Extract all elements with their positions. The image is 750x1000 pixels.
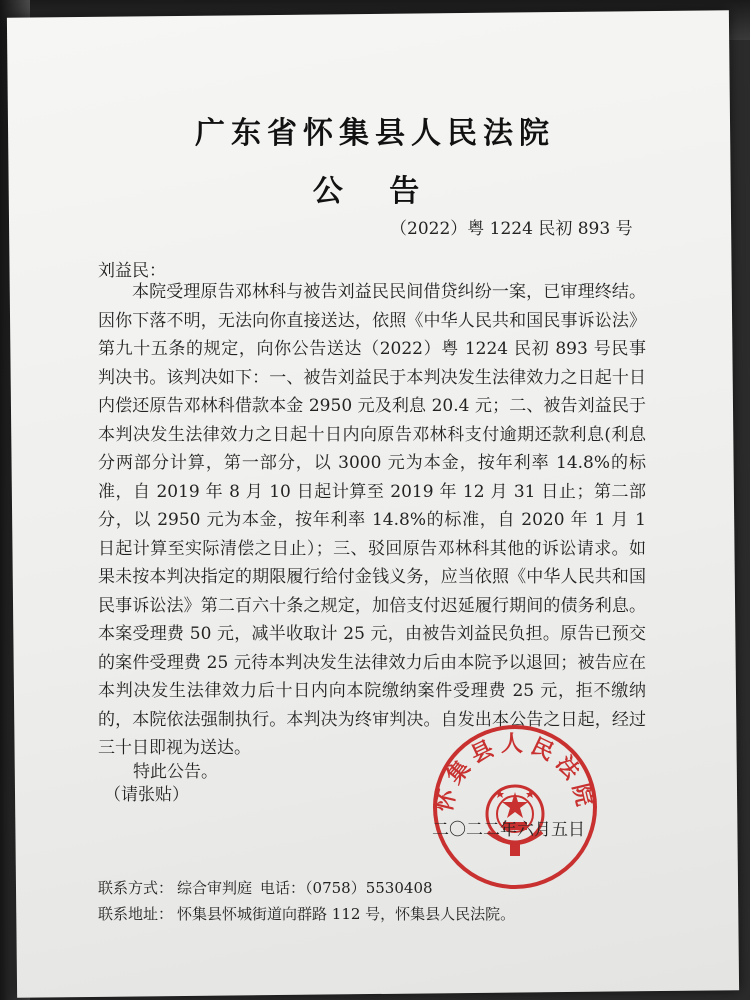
contact-method-label: 联系方式： [98, 879, 174, 897]
addressee: 刘益民： [98, 261, 166, 281]
address-value: 怀集县怀城街道向群路 112 号，怀集县人民法院。 [177, 905, 516, 923]
posting-note: （请张贴） [104, 785, 189, 805]
court-title: 广东省怀集县人民法院 [195, 116, 555, 151]
seal-text: 怀集县人民法院 [431, 731, 599, 815]
contact-method-row [98, 877, 433, 898]
closing-line: 特此公告。 [133, 762, 218, 782]
address-label: 联系地址： [98, 905, 174, 923]
contact-address-row [98, 903, 515, 924]
court-seal-stamp [430, 722, 600, 892]
notice-date: 二〇二二年六月五日 [432, 820, 585, 840]
contact-method-value: 综合审判庭 [177, 879, 253, 897]
notice-heading: 公 告 [312, 174, 438, 209]
phone-value: （0758）5530408 [305, 879, 433, 897]
case-number: （2022）粤 1224 民初 893 号 [390, 219, 633, 239]
notice-body: 本院受理原告邓林科与被告刘益民民间借贷纠纷一案，已审理终结。因你下落不明，无法向你直接送达，依照《中华人民共和国民事诉讼法》第九十五条的规定，向你公告送达（2022）粤 1224 民初 893 号民事判决书。该判决如下：一、被告刘益民于本判决发生法律效力之日起十日内偿还原告邓林科借款本金 2950 元及利息 20.4 元；二、被告刘益民于本判决发生法律效力之日起十日内向原告邓林科支付逾期还款利息(利息分两部分计算，第一部分，以 3000 元为本金，按年利率 14.8%的标准，自 2019 年 8 月 10 日起计算至 2019 年 12 月 31 日止；第二部分，以 2950 元为本金，按年利率 14.8%的标准，自 2020 年 1 月 1 日起计算至实际清偿之日止）；三、驳回原告邓林科其他的诉讼请求。如果未按本判决指定的期限履行给付金钱义务，应当依照《中华人民共和国民事诉讼法》第二百六十条之规定，加倍支付迟延履行期间的债务利息。本案受理费 50 元，减半收取计 25 元，由被告刘益民负担。原告已预交的案件受理费 25 元待本判决发生法律效力后由本院予以退回；被告应在本判决发生法律效力后十日内向本院缴纳案件受理费 25 元，拒不缴纳的，本院依法强制执行。本判决为终审判决。自发出本公告之日起，经过三十日即视为送达。 [98, 282, 646, 758]
phone-label: 电话： [260, 879, 306, 897]
